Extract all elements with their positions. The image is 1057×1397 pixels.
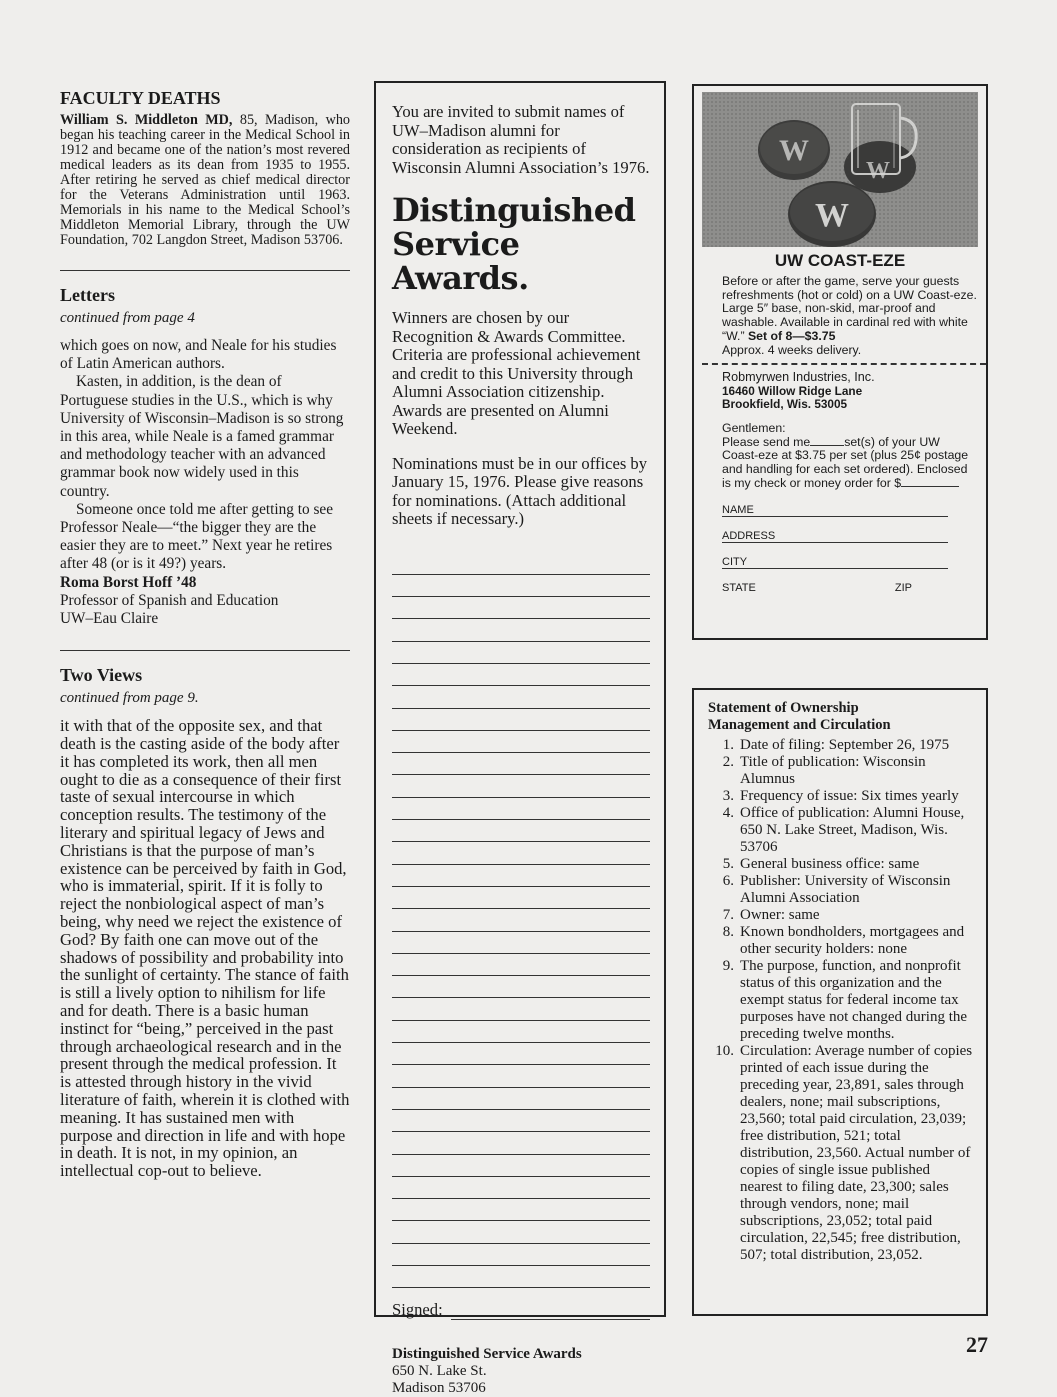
nomination-line[interactable] <box>392 1221 650 1243</box>
nomination-line[interactable] <box>392 1266 650 1288</box>
awards-title <box>392 193 650 295</box>
state-zip-field[interactable] <box>722 569 948 594</box>
city-field[interactable] <box>722 543 948 569</box>
faculty-deaths-text <box>60 113 350 248</box>
awards-title-line-2: Service Awards. <box>392 225 529 297</box>
nomination-line[interactable] <box>392 753 650 775</box>
obituary-text: 85, Madison, who began his teaching career in the Medical School in 1912 and became one of the nation’s most revered medical leaders as its dean from 1935 to 1955. After retiring he served as chief medical director for the Veterans Administration until 1963. Memorials in his name to the Medical School’s Middleton Memorial Library, through the UW Foundation, 702 Langdon Street, Madison 53706. <box>60 112 351 248</box>
nomination-line[interactable] <box>392 1065 650 1087</box>
zip-label: ZIP <box>894 581 912 594</box>
statement-item-number: 4. <box>722 805 734 821</box>
statement-item-text: The purpose, function, and nonprofit status of this organization and the exempt status for federal income tax purposes have not changed during the preceding twelve months. <box>740 958 968 1042</box>
statement-item-text: General business office: same <box>740 856 920 872</box>
awards-address-city: Madison 53706 <box>392 1380 486 1397</box>
nomination-line[interactable] <box>392 664 650 686</box>
statement-item <box>708 958 976 1043</box>
nomination-line[interactable] <box>392 1132 650 1154</box>
letters-heading: Letters <box>60 285 115 305</box>
ad-description <box>702 275 978 357</box>
awards-address-name: Distinguished Service Awards <box>392 1346 582 1363</box>
ad-price: Set of 8—$3.75 <box>747 328 836 343</box>
two-views-continued: continued from page 9. <box>60 690 199 707</box>
nomination-line[interactable] <box>392 642 650 664</box>
statement-item <box>708 924 976 958</box>
nomination-line[interactable] <box>392 932 650 954</box>
statement-item <box>708 856 976 873</box>
order-text-a: Please send me <box>722 434 811 449</box>
coaster-product-photo <box>702 92 978 247</box>
address-field[interactable] <box>722 517 948 543</box>
obituary-name: William S. Middleton MD, <box>60 112 233 128</box>
nomination-line[interactable] <box>392 1088 650 1110</box>
signature-row <box>392 1300 650 1320</box>
coaster-illustration <box>702 92 978 247</box>
statement-item-text: Publisher: University of Wisconsin Alumni Association <box>740 873 951 906</box>
letter-signer-title: Professor of Spanish and Education <box>60 591 279 609</box>
statement-item <box>708 1043 976 1264</box>
letters-paragraph-3: Someone once told me after getting to see Professor Neale—“the bigger they are the easier they are to meet.” Next year he retires after 48 (or is it 49?) years. <box>60 500 333 573</box>
statement-item <box>708 788 976 805</box>
statement-heading-line-1: Statement of Ownership <box>708 700 859 716</box>
ad-delivery: Approx. 4 weeks delivery. <box>722 342 862 357</box>
company-city: Brookfield, Wis. 53005 <box>722 397 848 412</box>
nomination-line[interactable] <box>392 1177 650 1199</box>
nomination-line[interactable] <box>392 575 650 597</box>
divider <box>60 270 350 271</box>
nomination-line[interactable] <box>392 798 650 820</box>
letters-continued: continued from page 4 <box>60 310 195 326</box>
nomination-line[interactable] <box>392 1021 650 1043</box>
statement-item-number: 1. <box>722 737 734 753</box>
nomination-line[interactable] <box>392 954 650 976</box>
two-views-heading: Two Views <box>60 665 143 686</box>
signature-line[interactable] <box>451 1305 650 1320</box>
company-street: 16460 Willow Ridge Lane <box>722 383 863 398</box>
page-number: 27 <box>966 1332 988 1357</box>
statement-heading-line-2: Management and Circulation <box>708 716 891 733</box>
statement-item-text: Date of filing: September 26, 1975 <box>740 737 950 753</box>
nomination-line[interactable] <box>392 597 650 619</box>
letters-paragraph-2: Kasten, in addition, is the dean of Portuguese studies in the U.S., which is why University of Wisconsin–Madison is so strong in this area, while Neale is a famed grammar and methodology teacher with an advanced grammar book now widely used in this country. <box>60 373 344 500</box>
order-form-text <box>702 422 978 491</box>
order-text-b: set(s) of your UW Coast-eze at $3.75 per set (plus 25¢ postage and handling for each set ordered). Enclosed is my check or money order for $ <box>722 434 969 490</box>
awards-winners-text: Winners are chosen by our Recognition & Awards Committee. Criteria are professional achievement and credit to this University through Alumni Association citizenship. Awards are presented on Alumni Weekend. <box>392 308 641 438</box>
statement-item-text: Title of publication: Wisconsin Alumnus <box>740 754 926 787</box>
statement-item-text: Circulation: Average number of copies printed of each issue during the preceding year, 23,891, sales through dealers, none; mail subscriptions, 23,560; total paid circulation, 23,039; free distribution, 521; total distribution, 23,560. Actual number of copies of single issue published nearest to filing date, 23,300; sales through vendors, none; mail subscriptions, 23,052; total paid circulation, 22,545; free distribution, 507; total distribution, 23,052. <box>740 1043 973 1263</box>
nomination-line[interactable] <box>392 686 650 708</box>
cut-line <box>702 363 986 365</box>
address-label: ADDRESS <box>722 529 776 542</box>
letter-signer: Roma Borst Hoff ’48 <box>60 573 197 591</box>
ad-title: UW COAST-EZE <box>774 251 906 270</box>
statement-item-number: 2. <box>722 754 734 770</box>
statement-item-number: 3. <box>722 788 734 804</box>
statement-item-text: Office of publication: Alumni House, 650 N. Lake Street, Madison, Wis. 53706 <box>740 805 965 855</box>
letters-paragraph-1: which goes on now, and Neale for his studies of Latin American authors. <box>60 337 337 373</box>
awards-title-line-1: Distinguished <box>392 191 636 229</box>
faculty-deaths-heading: FACULTY DEATHS <box>60 88 221 108</box>
name-field[interactable] <box>722 491 948 517</box>
nomination-line[interactable] <box>392 887 650 909</box>
two-views-section <box>60 665 350 1180</box>
nomination-line[interactable] <box>392 820 650 842</box>
awards-address <box>392 1346 650 1397</box>
nomination-line[interactable] <box>392 731 650 753</box>
quantity-blank[interactable] <box>810 445 844 446</box>
order-salutation: Gentlemen: <box>722 420 786 435</box>
statement-item <box>708 805 976 856</box>
statement-item-number: 5. <box>722 856 734 872</box>
letters-section <box>60 285 350 628</box>
amount-blank[interactable] <box>901 486 959 487</box>
nomination-line[interactable] <box>392 865 650 887</box>
awards-address-street: 650 N. Lake St. <box>392 1363 487 1380</box>
statement-item-text: Known bondholders, mortgagees and other security holders: none <box>740 924 965 957</box>
left-column <box>60 88 350 1180</box>
company-name: Robmyrwen Industries, Inc. <box>722 370 875 385</box>
statement-list <box>708 737 976 1264</box>
awards-nomination-form <box>374 81 666 1397</box>
statement-item-text: Owner: same <box>740 907 820 923</box>
awards-nominations-text: Nominations must be in our offices by January 15, 1976. Please give reasons for nominations. (Attach additional sheets if necessary.) <box>392 453 648 528</box>
two-views-text: it with that of the opposite sex, and that death is the casting aside of the body after it has completed its work, then all men ought to die as a consequence of their first taste of sexual intercourse in which conception results. The testimony of the literary and spiritual legacy of Jews and Christians is that the purpose of man’s existence can be perceived by faith in God, who is immaterial, spirit. If it is folly to reject the nonbiological aspect of man’s being, why need we reject the existence of God? By faith one can move out of the shadows of possibility and probability into the sunlight of certainty. The stance of faith is still a lively option to nihilism for life and for death. There is a basic human instinct for “being,” perceived in the past through archaeological research and in the present through the medical profession. It is attested through history in the vivid literature of faith, wherein it is clothed with meaning. It has sustained men with purpose and direction in life and with hope in death. It is not, in my opinion, an intellectual cop-out to believe. <box>60 716 350 1181</box>
nomination-line[interactable] <box>392 1244 650 1266</box>
statement-item <box>708 907 976 924</box>
statement-item <box>708 754 976 788</box>
faculty-deaths-section <box>60 88 350 248</box>
nomination-line[interactable] <box>392 842 650 864</box>
statement-heading <box>708 700 976 733</box>
letter-signer-place: UW–Eau Claire <box>60 610 159 628</box>
awards-intro: You are invited to submit names of UW–Madison alumni for consideration as recipients of Wisconsin Alumni Association’s 1976. <box>392 102 650 177</box>
nomination-lines[interactable] <box>392 553 650 1289</box>
statement-item <box>708 737 976 754</box>
nomination-line[interactable] <box>392 619 650 641</box>
nomination-line[interactable] <box>392 976 650 998</box>
order-address <box>702 371 978 412</box>
nomination-line[interactable] <box>392 1155 650 1177</box>
name-label: NAME <box>722 503 754 516</box>
coaster-w-letter: W <box>815 197 849 234</box>
coaster-ad <box>692 84 988 640</box>
nomination-line[interactable] <box>392 1043 650 1065</box>
nomination-line[interactable] <box>392 1199 650 1221</box>
nomination-line[interactable] <box>392 909 650 931</box>
nomination-line[interactable] <box>392 1110 650 1132</box>
statement-item-number: 10. <box>715 1043 734 1059</box>
nomination-line[interactable] <box>392 709 650 731</box>
ad-description-text: Before or after the game, serve your guests refreshments (hot or cold) on a UW Coast-eze. Large 5″ base, non-skid, mar-proof and washable. Available in cardinal red with white “W.” <box>722 274 977 343</box>
statement-item-number: 7. <box>722 907 734 923</box>
statement-item-number: 8. <box>722 924 734 940</box>
coaster-w-letter: W <box>866 158 890 184</box>
nomination-line[interactable] <box>392 998 650 1020</box>
state-label: STATE <box>722 581 756 594</box>
divider <box>60 650 350 651</box>
nomination-line[interactable] <box>392 775 650 797</box>
ownership-statement <box>692 688 988 1316</box>
statement-item <box>708 873 976 907</box>
statement-item-number: 9. <box>722 958 734 974</box>
nomination-line[interactable] <box>392 553 650 575</box>
statement-item-text: Frequency of issue: Six times yearly <box>740 788 959 804</box>
signed-label: Signed: <box>392 1300 443 1320</box>
city-label: CITY <box>722 555 748 568</box>
coaster-w-letter: W <box>779 134 809 167</box>
statement-item-number: 6. <box>722 873 734 889</box>
